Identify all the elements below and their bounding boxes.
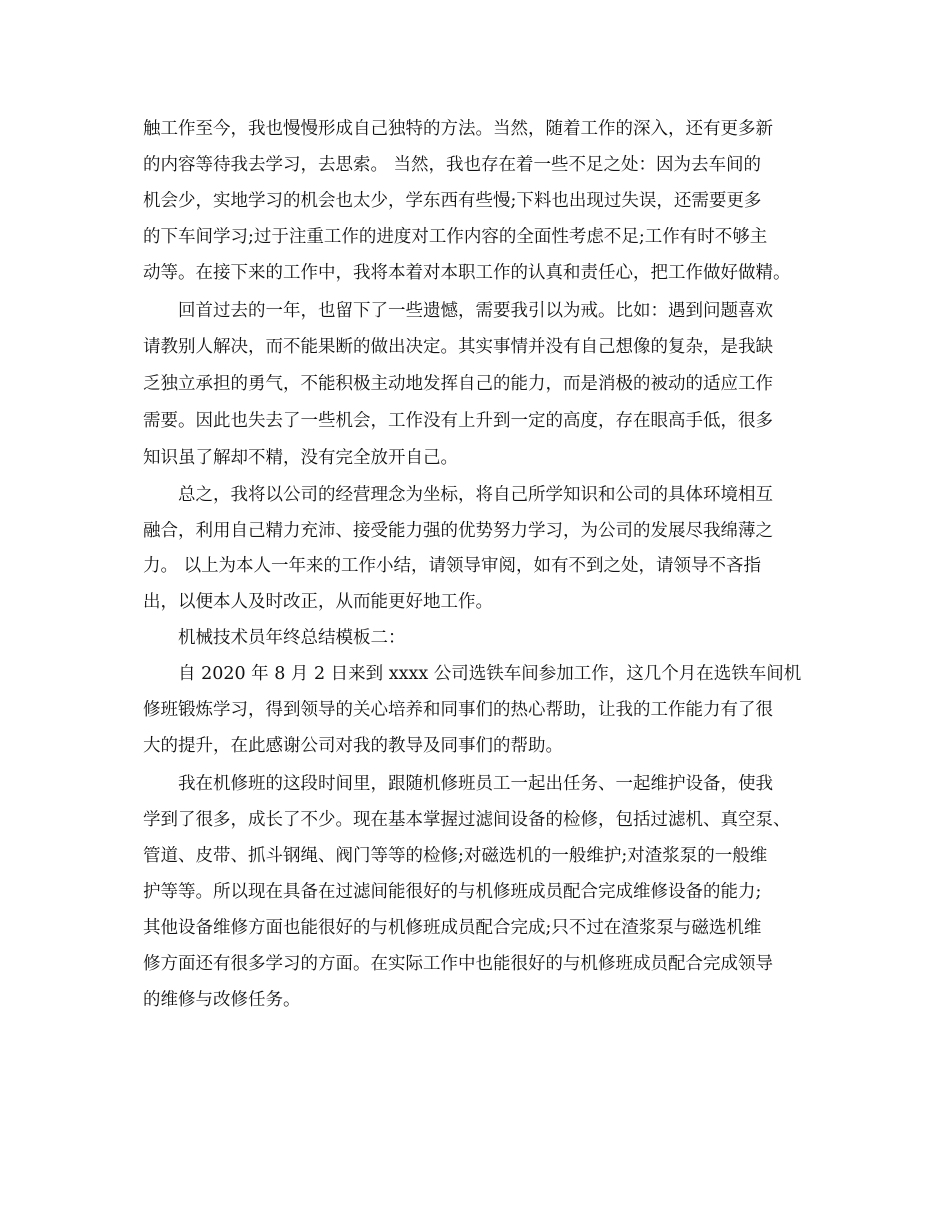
- text-line: 修班锻炼学习，得到领导的关心培养和同事们的热心帮助，让我的工作能力有了很: [143, 700, 773, 720]
- text-line: 融合，利用自己精力充沛、接受能力强的优势努力学习，为公司的发展尽我绵薄之: [143, 521, 773, 541]
- paragraph-start-line: 自 2020 年 8 月 2 日来到 xxxx 公司选铁车间参加工作，这几个月在选铁车间机: [178, 664, 802, 684]
- text-line: 的维修与改修任务。: [143, 990, 301, 1010]
- text-line: 力。 以上为本人一年来的工作小结，请领导审阅，如有不到之处，请领导不吝指: [143, 556, 762, 576]
- section-heading: 机械技术员年终总结模板二：: [178, 628, 406, 648]
- text-line: 学到了很多，成长了不少。现在基本掌握过滤间设备的检修，包括过滤机、真空泵、: [143, 810, 791, 830]
- text-line: 知识虽了解却不精，没有完全放开自己。: [143, 448, 458, 468]
- text-line: 管道、皮带、抓斗钢绳、阀门等等的检修;对磁选机的一般维护;对渣浆泵的一般维: [143, 846, 768, 866]
- text-line: 动等。在接下来的工作中，我将本着对本职工作的认真和责任心，把工作做好做精。: [143, 263, 791, 283]
- text-line: 出，以便本人及时改正，从而能更好地工作。: [143, 592, 493, 612]
- text-line: 需要。因此也失去了一些机会，工作没有上升到一定的高度，存在眼高手低，很多: [143, 411, 773, 431]
- text-line: 机会少，实地学习的机会也太少，学东西有些慢;下料也出现过失误，还需要更多: [143, 191, 762, 211]
- text-line: 请教别人解决，而不能果断的做出决定。其实事情并没有自己想像的复杂，是我缺: [143, 337, 773, 357]
- text-line: 其他设备维修方面也能很好的与机修班成员配合完成;只不过在渣浆泵与磁选机维: [143, 918, 762, 938]
- text-line: 乏独立承担的勇气，不能积极主动地发挥自己的能力，而是消极的被动的适应工作: [143, 374, 773, 394]
- text-line: 护等等。所以现在具备在过滤间能很好的与机修班成员配合完成维修设备的能力;: [143, 882, 762, 902]
- text-line: 的内容等待我去学习，去思索。 当然，我也存在着一些不足之处：因为去车间的: [143, 155, 762, 175]
- paragraph-start-line: 我在机修班的这段时间里，跟随机修班员工一起出任务、一起维护设备，使我: [178, 774, 773, 794]
- paragraph-start-line: 总之，我将以公司的经营理念为坐标，将自己所学知识和公司的具体环境相互: [178, 485, 773, 505]
- text-line: 的下车间学习;过于注重工作的进度对工作内容的全面性考虑不足;工作有时不够主: [143, 227, 768, 247]
- text-line: 触工作至今，我也慢慢形成自己独特的方法。当然，随着工作的深入，还有更多新: [143, 119, 773, 139]
- text-line: 大的提升，在此感谢公司对我的教导及同事们的帮助。: [143, 736, 563, 756]
- paragraph-start-line: 回首过去的一年，也留下了一些遗憾，需要我引以为戒。比如：遇到问题喜欢: [178, 301, 773, 321]
- text-line: 修方面还有很多学习的方面。在实际工作中也能很好的与机修班成员配合完成领导: [143, 954, 773, 974]
